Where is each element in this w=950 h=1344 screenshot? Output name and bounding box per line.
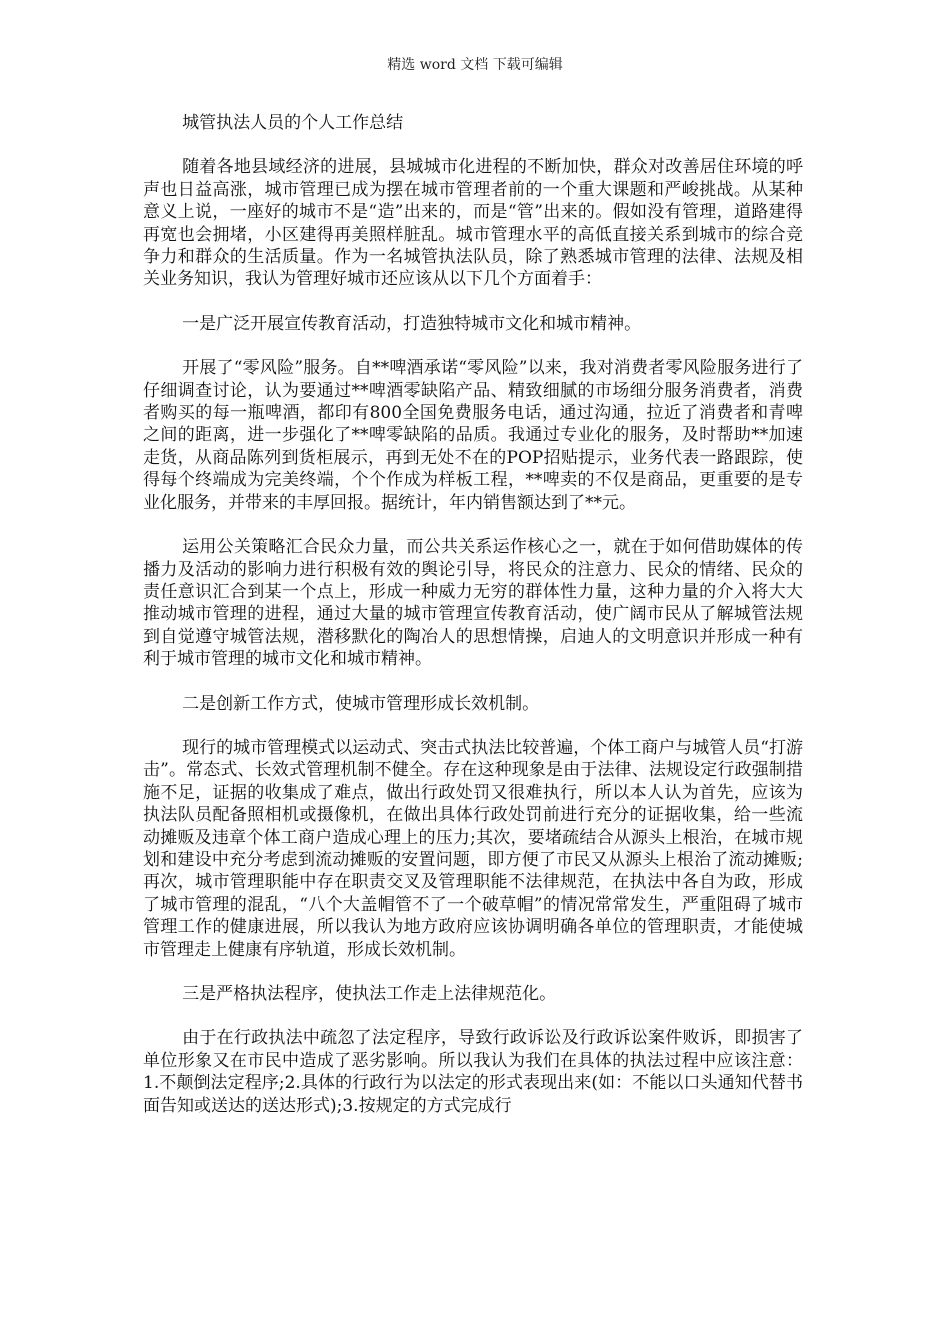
section-heading-3: 三是严格执法程序，使执法工作走上法律规范化。 bbox=[182, 984, 557, 1004]
document-title: 城管执法人员的个人工作总结 bbox=[182, 113, 404, 133]
paragraph-legal-procedure: 由于在行政执法中疏忽了法定程序，导致行政诉讼及行政诉讼案件败诉，即损害了单位形象又在市民中造成了恶劣影响。所以我认为我们在具体的执法过程中应该注意：1.不颠倒法定程序;2.具体的行政行为以法定的形式表现出来(如：不能以口头通知代替书面告知或送达的送达形式);3.按规定的方式完成行 bbox=[143, 1028, 803, 1116]
paragraph-management-mode: 现行的城市管理模式以运动式、突击式执法比较普遍，个体工商户与城管人员“打游击”。常态式、长效式管理机制不健全。存在这种现象是由于法律、法规设定行政强制措施不足，证据的收集成了难点，做出行政处罚又很难执行，所以本人认为首先，应该为执法队员配备照相机或摄像机，在做出具体行政处罚前进行充分的证据收集，给一些流动摊贩及违章个体工商户造成心理上的压力;其次，要堵疏结合从源头上根治，在城市规划和建设中充分考虑到流动摊贩的安置问题，即方便了市民又从源头上根治了流动摊贩;再次，城市管理职能中存在职责交叉及管理职能不法律规范，在执法中各自为政，形成了城市管理的混乱，“八个大盖帽管不了一个破草帽”的情况常常发生，严重阻碍了城市管理工作的健康进展，所以我认为地方政府应该协调明确各单位的管理职责，才能使城市管理走上健康有序轨道，形成长效机制。 bbox=[143, 737, 803, 960]
paragraph-intro: 随着各地县域经济的进展，县城城市化进程的不断加快，群众对改善居住环境的呼声也日益高涨，城市管理已成为摆在城市管理者前的一个重大课题和严峻挑战。从某种意义上说，一座好的城市不是“造”出来的，而是“管”出来的。假如没有管理，道路建得再宽也会拥堵，小区建得再美照样脏乱。城市管理水平的高低直接关系到城市的综合竞争力和群众的生活质量。作为一名城管执法队员，除了熟悉城市管理的法律、法规及相关业务知识，我认为管理好城市还应该从以下几个方面着手： bbox=[143, 157, 803, 290]
paragraph-public-relations: 运用公关策略汇合民众力量，而公共关系运作核心之一，就在于如何借助媒体的传播力及活动的影响力进行积极有效的舆论引导，将民众的注意力、民众的情绪、民众的责任意识汇合到某一个点上，形成一种威力无穷的群体性力量，这种力量的介入将大大推动城市管理的进程，通过大量的城市管理宣传教育活动，使广阔市民从了解城管法规到自觉遵守城管法规，潜移默化的陶冶人的思想情操，启迪人的文明意识并形成一种有利于城市管理的城市文化和城市精神。 bbox=[143, 537, 803, 670]
section-heading-1: 一是广泛开展宣传教育活动，打造独特城市文化和城市精神。 bbox=[182, 313, 642, 334]
paragraph-zero-risk-service: 开展了“零风险”服务。自**啤酒承诺“零风险”以来，我对消费者零风险服务进行了仔细调查讨论，认为要通过**啤酒零缺陷产品、精致细腻的市场细分服务消费者，消费者购买的每一瓶啤酒，都印有800全国免费服务电话，通过沟通，拉近了消费者和青啤之间的距离，进一步强化了**啤零缺陷的品质。我通过专业化的服务，及时帮助**加速走货，从商品陈列到货柜展示，再到无处不在的POP招贴提示，业务代表一路跟踪，使得每个终端成为完美终端，个个作成为样板工程，**啤卖的不仅是商品，更重要的是专业化服务，并带来的丰厚回报。据统计，年内销售额达到了**元。 bbox=[143, 358, 803, 513]
document-body bbox=[143, 112, 803, 1139]
section-heading-2: 二是创新工作方式，使城市管理形成长效机制。 bbox=[182, 693, 540, 714]
page-header: 精选 word 文档 下载可编辑 bbox=[387, 57, 563, 73]
